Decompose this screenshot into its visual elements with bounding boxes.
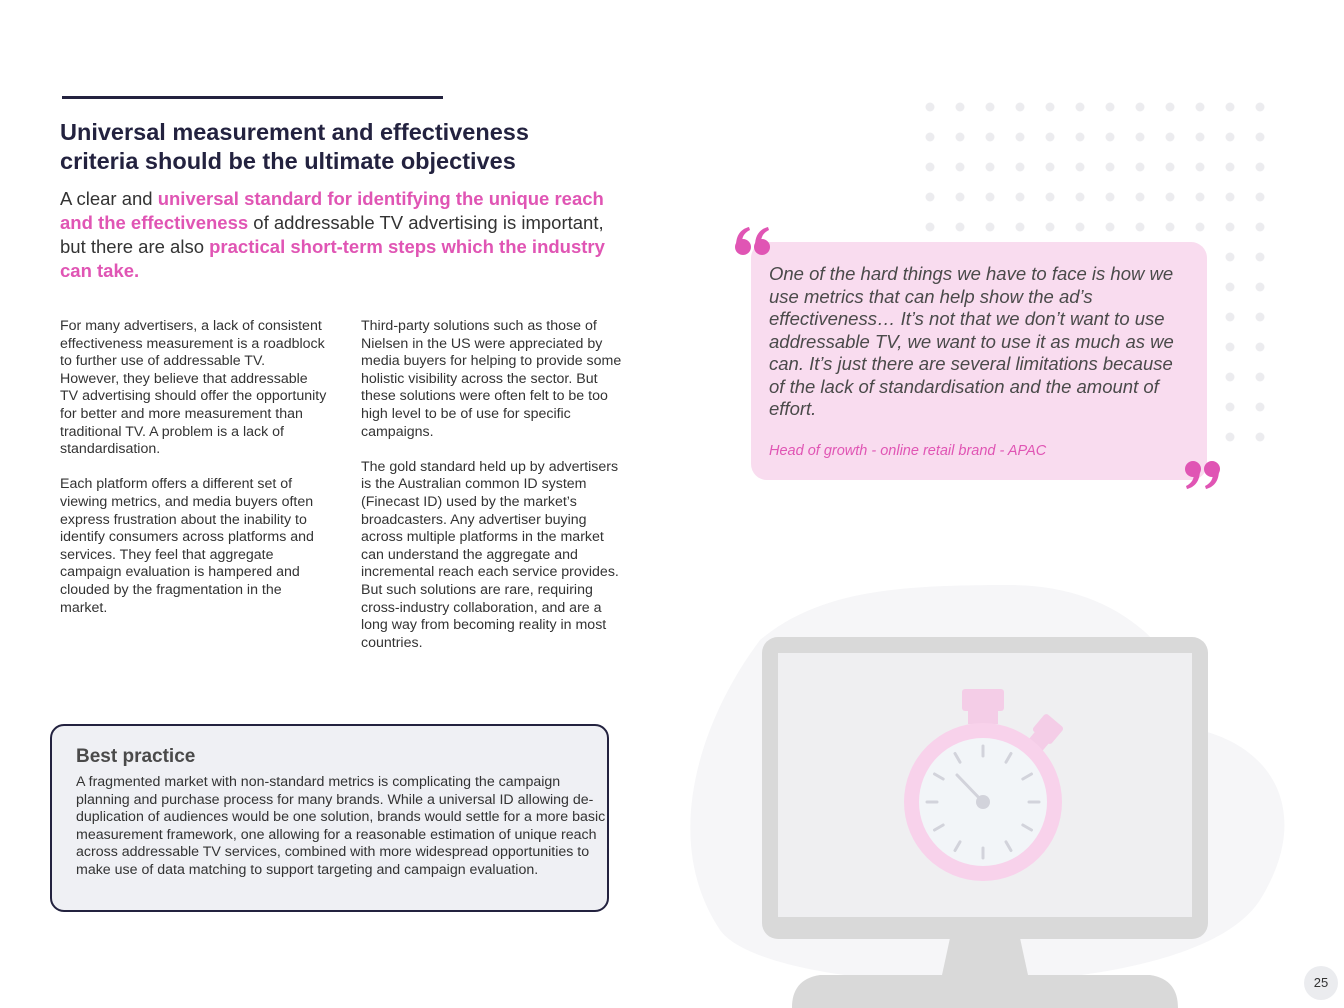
best-practice-body: A fragmented market with non-standard metrics is complicating the campaign planning and purchase process for many brands. While a universal ID allowing de-duplication of audiences would be one solution, brands would settle for a more basic measurement framework, one allowing for a reasonable estimation of unique reach across addressable TV services, combined with more widespread opportunities to make use of data matching to support targeting and campaign evaluation. [76, 774, 606, 878]
intro-text-1: A clear and [60, 188, 158, 209]
page-title-line-1: Universal measurement and effectiveness [60, 119, 529, 145]
body-paragraph: For many advertisers, a lack of consistent effectiveness measurement is a roadblock to further use of addressable TV. However, they believe that addressable TV advertising should offer the opportunity for better and more measurement than traditional TV. A problem is a lack of standardisation. [60, 318, 327, 458]
best-practice-title: Best practice [76, 746, 196, 767]
quote-text: One of the hard things we have to face is how we use metrics that can help show the ad’s effectiveness… It’s not that we don’t want to use addressable TV, we want to use it as much as we can. It’s just there are several limitations because of the lack of standardisation and the amount of effort. [769, 263, 1174, 419]
intro-highlight-1: universal standard for identifying the unique reach and the effectiveness [60, 188, 604, 233]
quote-attribution: Head of growth - online retail brand - APAC [769, 443, 1047, 459]
body-paragraph: Third-party solutions such as those of Nielsen in the US were appreciated by media buyers for helping to provide some holistic visibility across the sector. But these solutions were often felt to be too high level to be of use for specific campaigns. [361, 318, 622, 440]
body-paragraph: The gold standard held up by advertisers is the Australian common ID system (Finecast ID) used by the market’s broadcasters. Any advertiser buying across multiple platforms in the market can understand the aggregate and incremental reach each service provides. But such solutions are rare, requiring cross-industry collaboration, and are a long way from becoming reality in most countries. [361, 458, 619, 651]
intro-text-2: of addressable TV advertising is important, but there are also [60, 212, 604, 257]
intro-highlight-2: practical short-term steps which the industry can take. [60, 236, 605, 281]
body-paragraph: Each platform offers a different set of viewing metrics, and media buyers often express frustration about the inability to identify consumers across platforms and services. They feel that aggregate campaign evaluation is hampered and clouded by the fragmentation in the market. [60, 476, 314, 616]
page-title-line-2: criteria should be the ultimate objectives [60, 148, 516, 174]
page-number: 25 [1304, 966, 1338, 1000]
